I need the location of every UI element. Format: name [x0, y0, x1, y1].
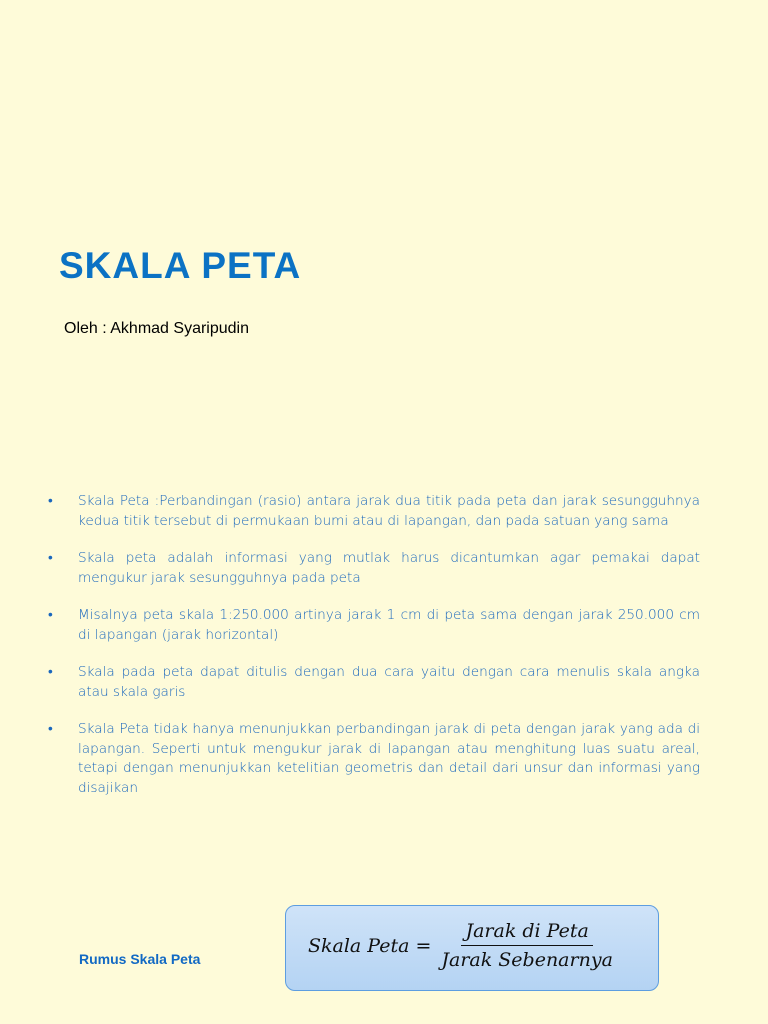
list-item [48, 663, 700, 702]
list-item [48, 492, 700, 531]
bullet-text: Skala pada peta dapat ditulis dengan dua cara yaitu dengan cara menulis skala angka atau skala garis [78, 664, 700, 700]
bullet-text: Skala Peta :Perbandingan (rasio) antara jarak dua titik pada peta dan jarak sesungguhnya kedua titik tersebut di permukaan bumi atau di lapangan, dan pada satuan yang sama [78, 493, 700, 529]
formula-fraction [437, 920, 617, 971]
list-item [48, 606, 700, 645]
bullet-marker: • [48, 493, 53, 509]
list-item [48, 549, 700, 588]
bullet-marker: • [48, 550, 53, 566]
list-item [48, 720, 700, 798]
page-title: SKALA PETA [59, 245, 302, 286]
scale-formula [308, 920, 617, 971]
bullet-list [48, 492, 700, 816]
formula-numerator: Jarak di Peta [461, 920, 592, 946]
author-line: Oleh : Akhmad Syaripudin [64, 320, 249, 337]
bullet-marker: • [48, 607, 53, 623]
bullet-text: Misalnya peta skala 1:250.000 artinya jarak 1 cm di peta sama dengan jarak 250.000 cm di lapangan (jarak horizontal) [78, 607, 700, 643]
bullet-marker: • [48, 664, 53, 680]
bullet-text: Skala peta adalah informasi yang mutlak harus dicantumkan agar pemakai dapat mengukur jarak sesungguhnya pada peta [78, 550, 700, 586]
formula-equals: = [415, 934, 432, 957]
formula-label: Rumus Skala Peta [79, 951, 201, 967]
formula-box [285, 905, 659, 991]
formula-denominator: Jarak Sebenarnya [441, 949, 613, 971]
bullet-text: Skala Peta tidak hanya menunjukkan perbandingan jarak di peta dengan jarak yang ada di lapangan. Seperti untuk mengukur jarak di lapangan atau menghitung luas suatu areal, tetapi dengan menunjukkan ketelitian geometris dan detail dari unsur dan informasi yang disajikan [78, 721, 700, 796]
bullet-marker: • [48, 721, 53, 737]
formula-lhs: Skala Peta [308, 934, 410, 957]
